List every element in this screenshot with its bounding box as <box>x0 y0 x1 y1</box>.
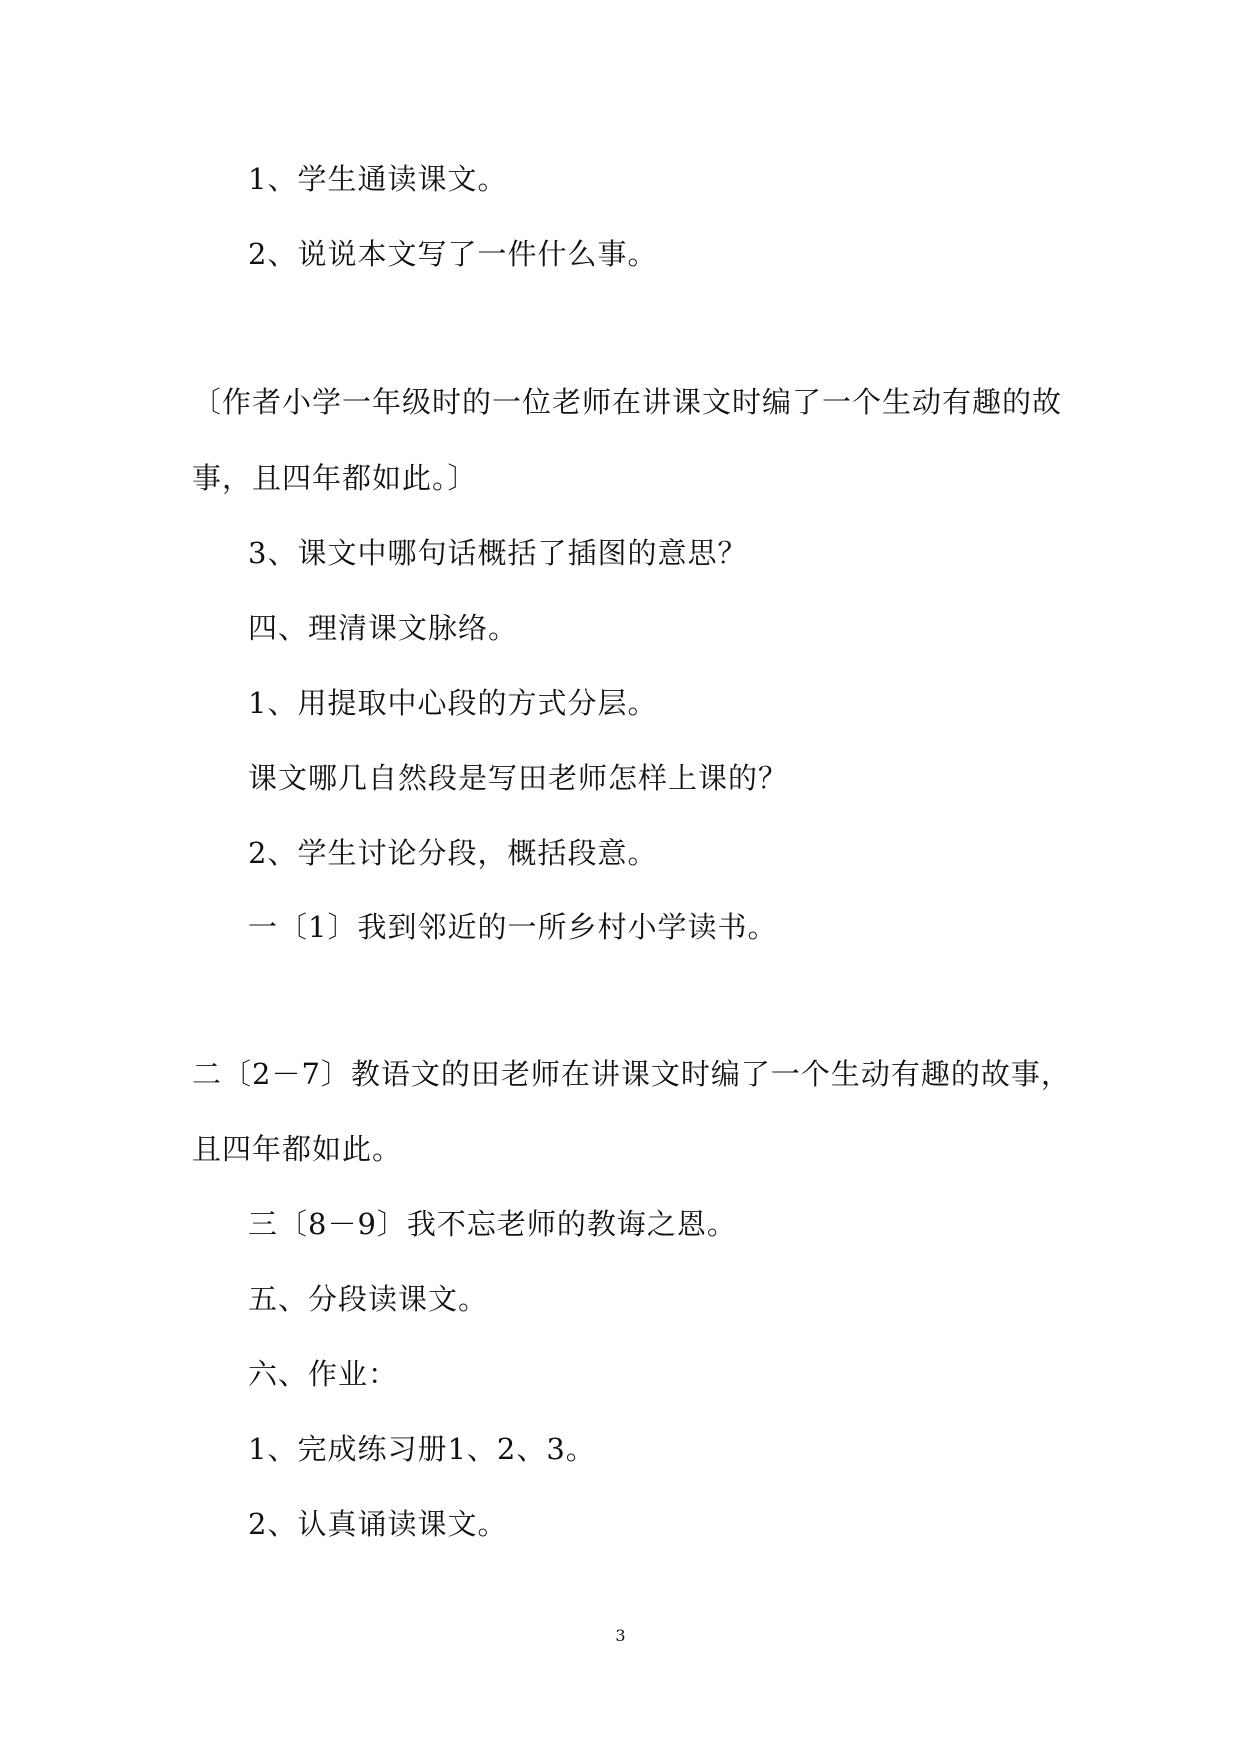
text-line: 1、完成练习册1、2、3。 <box>248 1432 596 1466</box>
text-line: 且四年都如此。 <box>192 1132 403 1166</box>
text-line: 3、课文中哪句话概括了插图的意思？ <box>248 536 748 570</box>
text-line: 1、学生通读课文。 <box>248 162 508 196</box>
text-line: 课文哪几自然段是写田老师怎样上课的？ <box>248 761 789 795</box>
text-line: 2、学生讨论分段，概括段意。 <box>248 836 658 870</box>
section-heading: 六、作业： <box>248 1357 399 1391</box>
section-heading: 四、理清课文脉络。 <box>248 611 519 645</box>
text-line: 二〔2－7〕教语文的田老师在讲课文时编了一个生动有趣的故事， <box>192 1057 1071 1091</box>
text-line: 1、用提取中心段的方式分层。 <box>248 686 658 720</box>
text-line: 事，且四年都如此。〕 <box>192 461 478 495</box>
text-line: 2、认真诵读课文。 <box>248 1507 508 1541</box>
text-line: 一〔1〕我到邻近的一所乡村小学读书。 <box>248 910 778 944</box>
section-heading: 五、分段读课文。 <box>248 1282 489 1316</box>
page-number: 3 <box>615 1626 626 1645</box>
text-line: 〔作者小学一年级时的一位老师在讲课文时编了一个生动有趣的故 <box>192 385 1063 419</box>
text-line: 2、说说本文写了一件什么事。 <box>248 237 658 271</box>
text-line: 三〔8－9〕我不忘老师的教诲之恩。 <box>248 1207 737 1241</box>
